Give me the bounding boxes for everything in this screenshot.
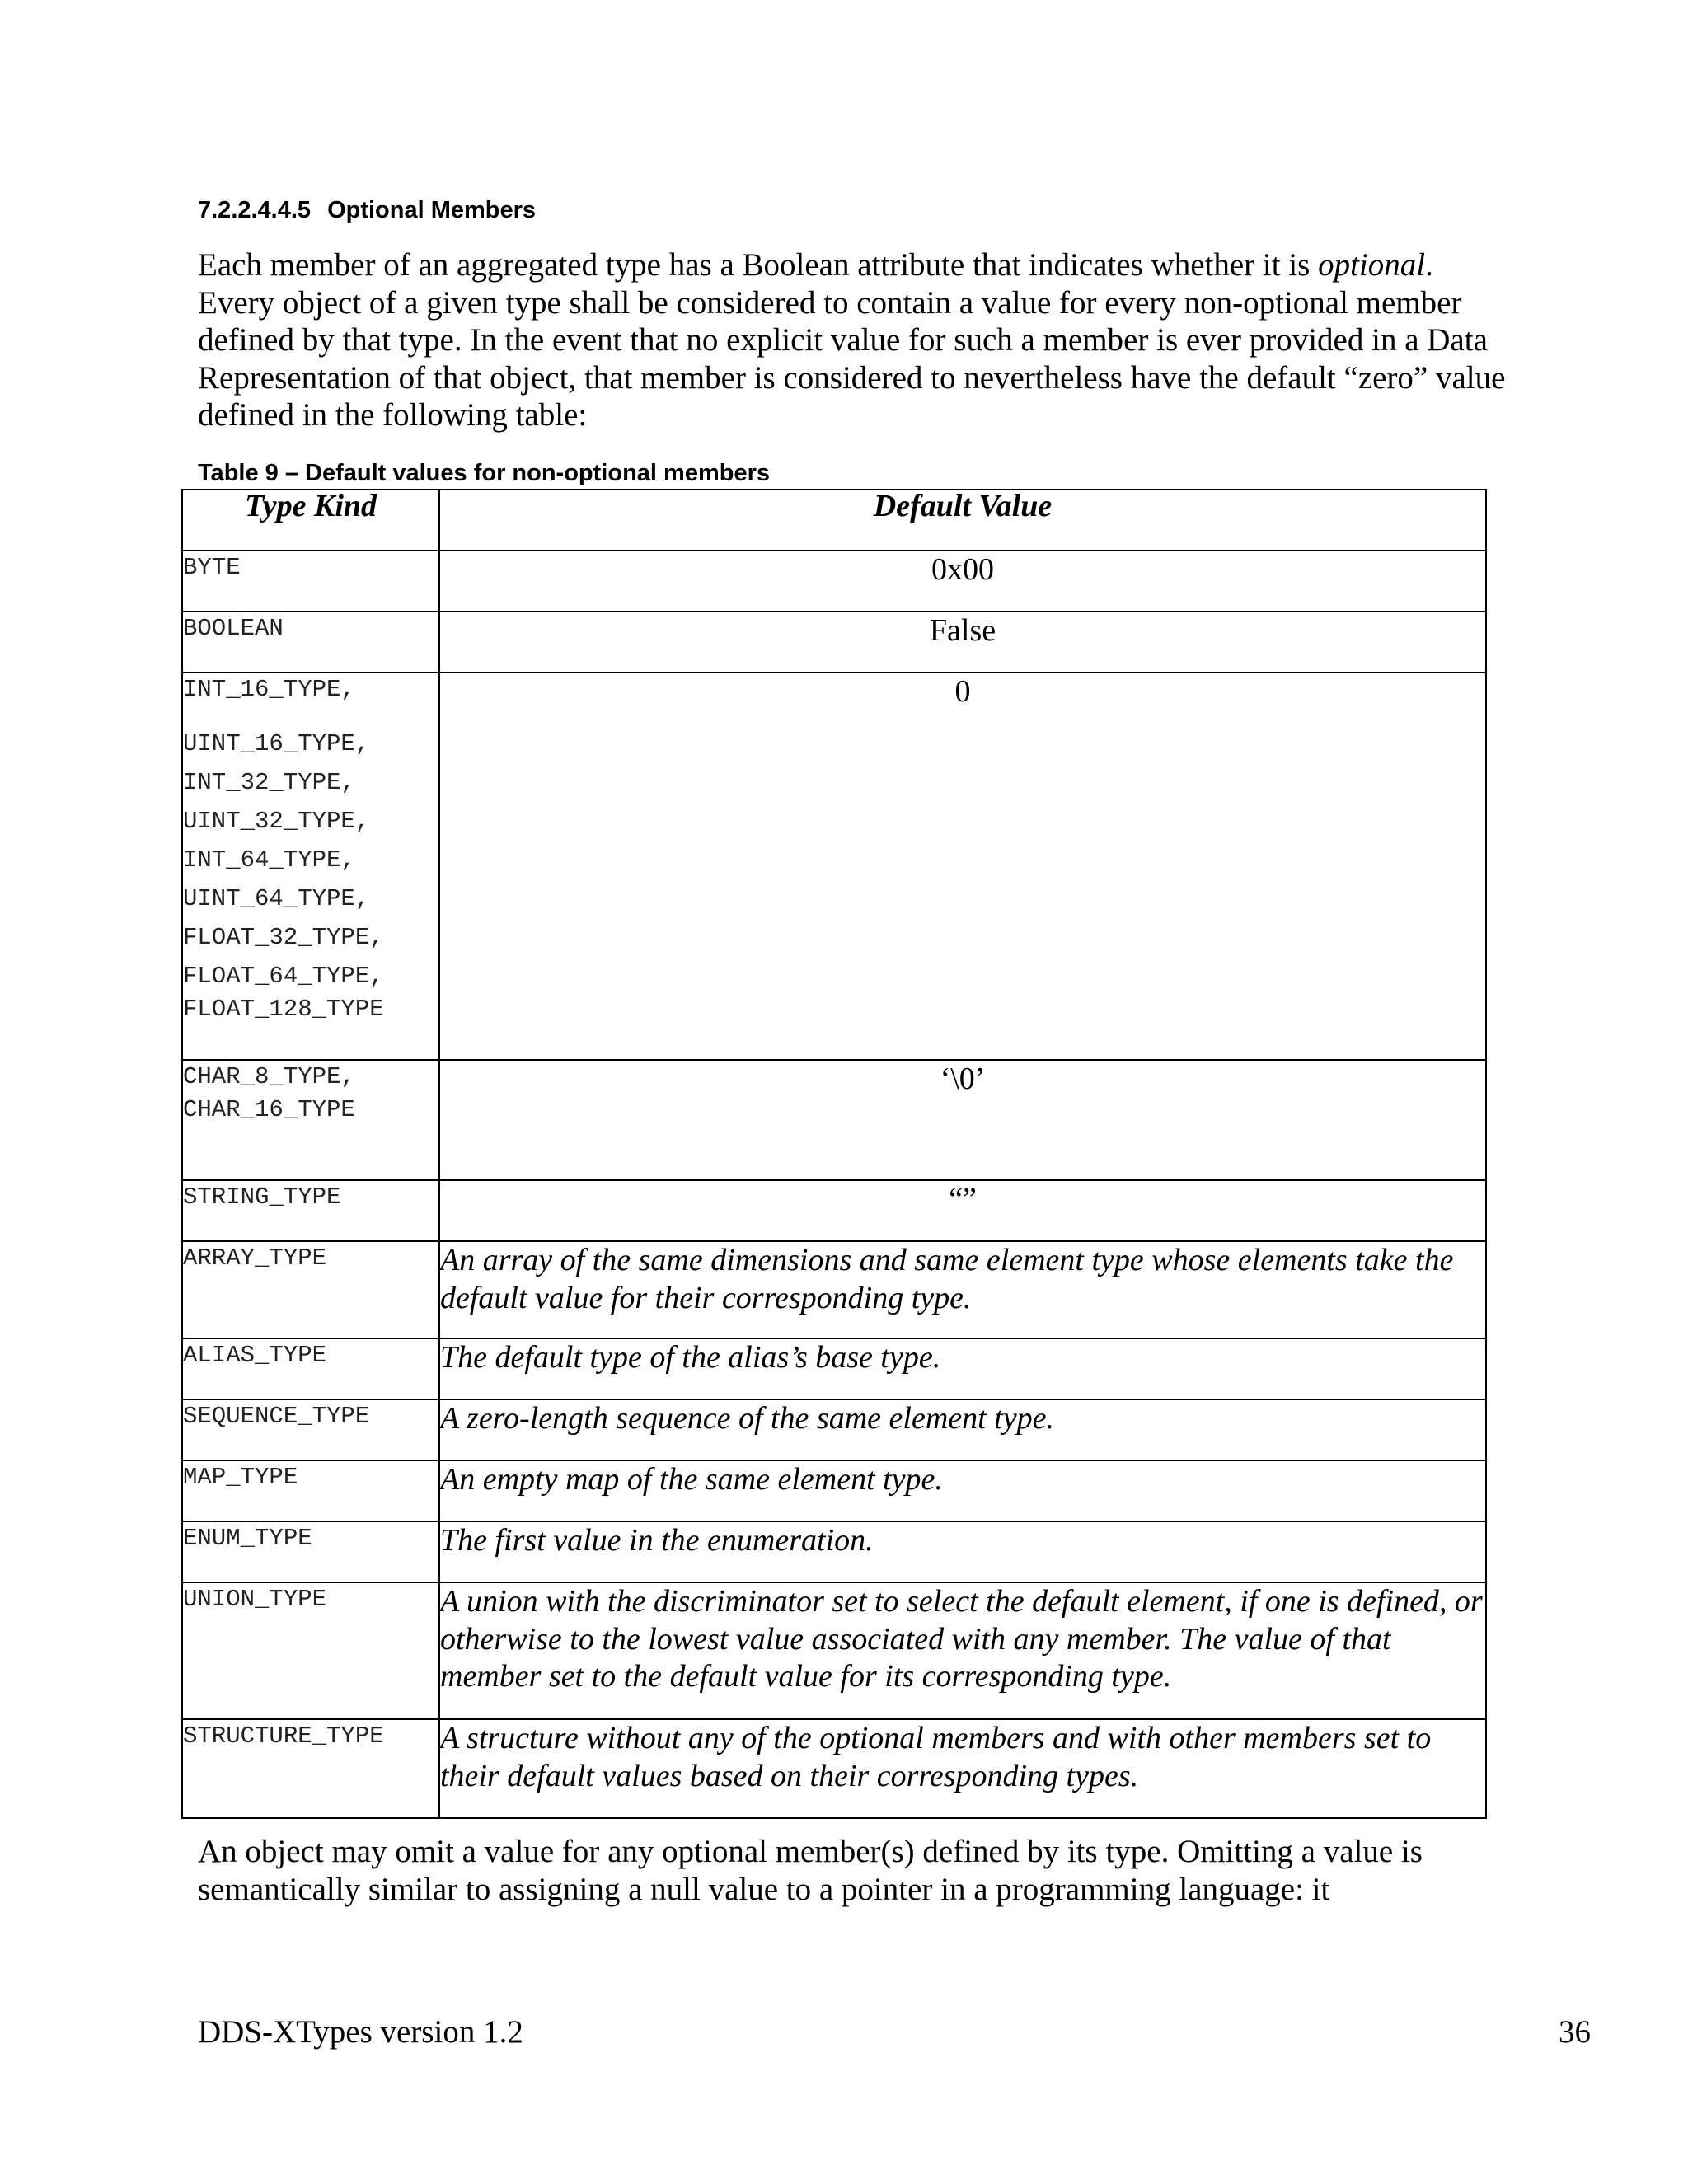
section-heading (198, 196, 536, 224)
section-number: 7.2.2.4.4.5 (198, 197, 312, 223)
type-kind-cell (182, 673, 439, 1060)
table-row (182, 1719, 1486, 1818)
type-kind-cell (182, 1399, 439, 1460)
type-kind-cell (182, 612, 439, 673)
header-type-kind: Type Kind (182, 490, 439, 551)
table-row (182, 1582, 1486, 1719)
type-kind-cell (182, 1060, 439, 1180)
type-kind-name: UINT_32_TYPE, (183, 808, 370, 835)
type-kind-cell (182, 1460, 439, 1521)
default-value-cell: A zero-length sequence of the same element type. (439, 1399, 1486, 1460)
default-values-table (181, 489, 1487, 1819)
table-row (182, 1241, 1486, 1338)
type-kind-cell (182, 1582, 439, 1719)
table-header-row (182, 490, 1486, 551)
intro-text-end: . Every object of a given type shall be considered to contain a value for every non-optional member defined by that type. In the event that no explicit value for such a member is ever provided in a Data Representation of that object, that member is considered to nevertheless have the default “zero” value defined in the following table: (198, 247, 1506, 433)
type-kind-cell (182, 551, 439, 612)
outro-paragraph: An object may omit a value for any optional member(s) defined by its type. Omitting a value is semantically similar to assigning a null value to a pointer in a programming language: it (198, 1834, 1423, 1907)
default-value-cell: An array of the same dimensions and same element type whose elements take the default value for their corresponding type. (439, 1241, 1486, 1338)
table-row (182, 1060, 1486, 1180)
intro-text-start: Each member of an aggregated type has a Boolean attribute that indicates whether it is (198, 247, 1319, 283)
type-kind-name: FLOAT_32_TYPE, (183, 924, 384, 951)
type-kind-cell (182, 1241, 439, 1338)
type-kind-cell (182, 1338, 439, 1399)
type-kind-name: CHAR_16_TYPE (183, 1096, 355, 1123)
default-value-cell: An empty map of the same element type. (439, 1460, 1486, 1521)
table-row (182, 1180, 1486, 1241)
type-kind-name: FLOAT_128_TYPE (183, 996, 384, 1023)
type-kind-name: CHAR_8_TYPE, (183, 1063, 355, 1090)
type-kind-name: INT_64_TYPE, (183, 846, 355, 874)
type-kind-name: BOOLEAN (183, 615, 284, 642)
type-kind-name: UNION_TYPE (183, 1586, 327, 1613)
type-kind-name: ENUM_TYPE (183, 1525, 312, 1552)
type-kind-name: UINT_64_TYPE, (183, 885, 370, 912)
footer-doc-title: DDS-XTypes version 1.2 (198, 2014, 523, 2050)
default-value-cell: A structure without any of the optional members and with other members set to their default values based on their corresponding types. (439, 1719, 1486, 1818)
type-kind-name: BYTE (183, 554, 241, 581)
default-value-cell: “” (439, 1180, 1486, 1241)
type-kind-name: ARRAY_TYPE (183, 1244, 327, 1272)
type-kind-name: SEQUENCE_TYPE (183, 1403, 370, 1430)
default-value-cell: The first value in the enumeration. (439, 1521, 1486, 1582)
type-kind-name: STRING_TYPE (183, 1183, 341, 1211)
table-body (182, 551, 1486, 1818)
type-kind-name: MAP_TYPE (183, 1464, 298, 1491)
type-kind-name: FLOAT_64_TYPE, (183, 963, 384, 990)
table-row (182, 612, 1486, 673)
footer-page-number: 36 (1559, 2014, 1591, 2050)
type-kind-name: ALIAS_TYPE (183, 1342, 327, 1369)
table-row (182, 1338, 1486, 1399)
header-default-value: Default Value (439, 490, 1486, 551)
table-caption: Table 9 – Default values for non-optional members (198, 460, 770, 486)
intro-paragraph (198, 246, 1508, 434)
default-value-cell: False (439, 612, 1486, 673)
table-row (182, 1521, 1486, 1582)
type-kind-name: INT_16_TYPE, (183, 676, 355, 703)
type-kind-name: UINT_16_TYPE, (183, 730, 370, 757)
table-row (182, 673, 1486, 1060)
type-kind-name: STRUCTURE_TYPE (183, 1722, 384, 1750)
intro-emphasis: optional (1318, 247, 1426, 283)
default-value-cell: 0x00 (439, 551, 1486, 612)
table-row (182, 1460, 1486, 1521)
default-value-cell: 0 (439, 673, 1486, 1060)
default-value-cell: ‘\0’ (439, 1060, 1486, 1180)
table-row (182, 1399, 1486, 1460)
default-value-cell: A union with the discriminator set to select the default element, if one is defined, or otherwise to the lowest value associated with any member. The value of that member set to the default value for its corresponding type. (439, 1582, 1486, 1719)
type-kind-cell (182, 1719, 439, 1818)
default-value-cell: The default type of the alias’s base type. (439, 1338, 1486, 1399)
type-kind-cell (182, 1180, 439, 1241)
type-kind-cell (182, 1521, 439, 1582)
table-row (182, 551, 1486, 612)
type-kind-name: INT_32_TYPE, (183, 769, 355, 796)
section-title: Optional Members (327, 197, 537, 223)
